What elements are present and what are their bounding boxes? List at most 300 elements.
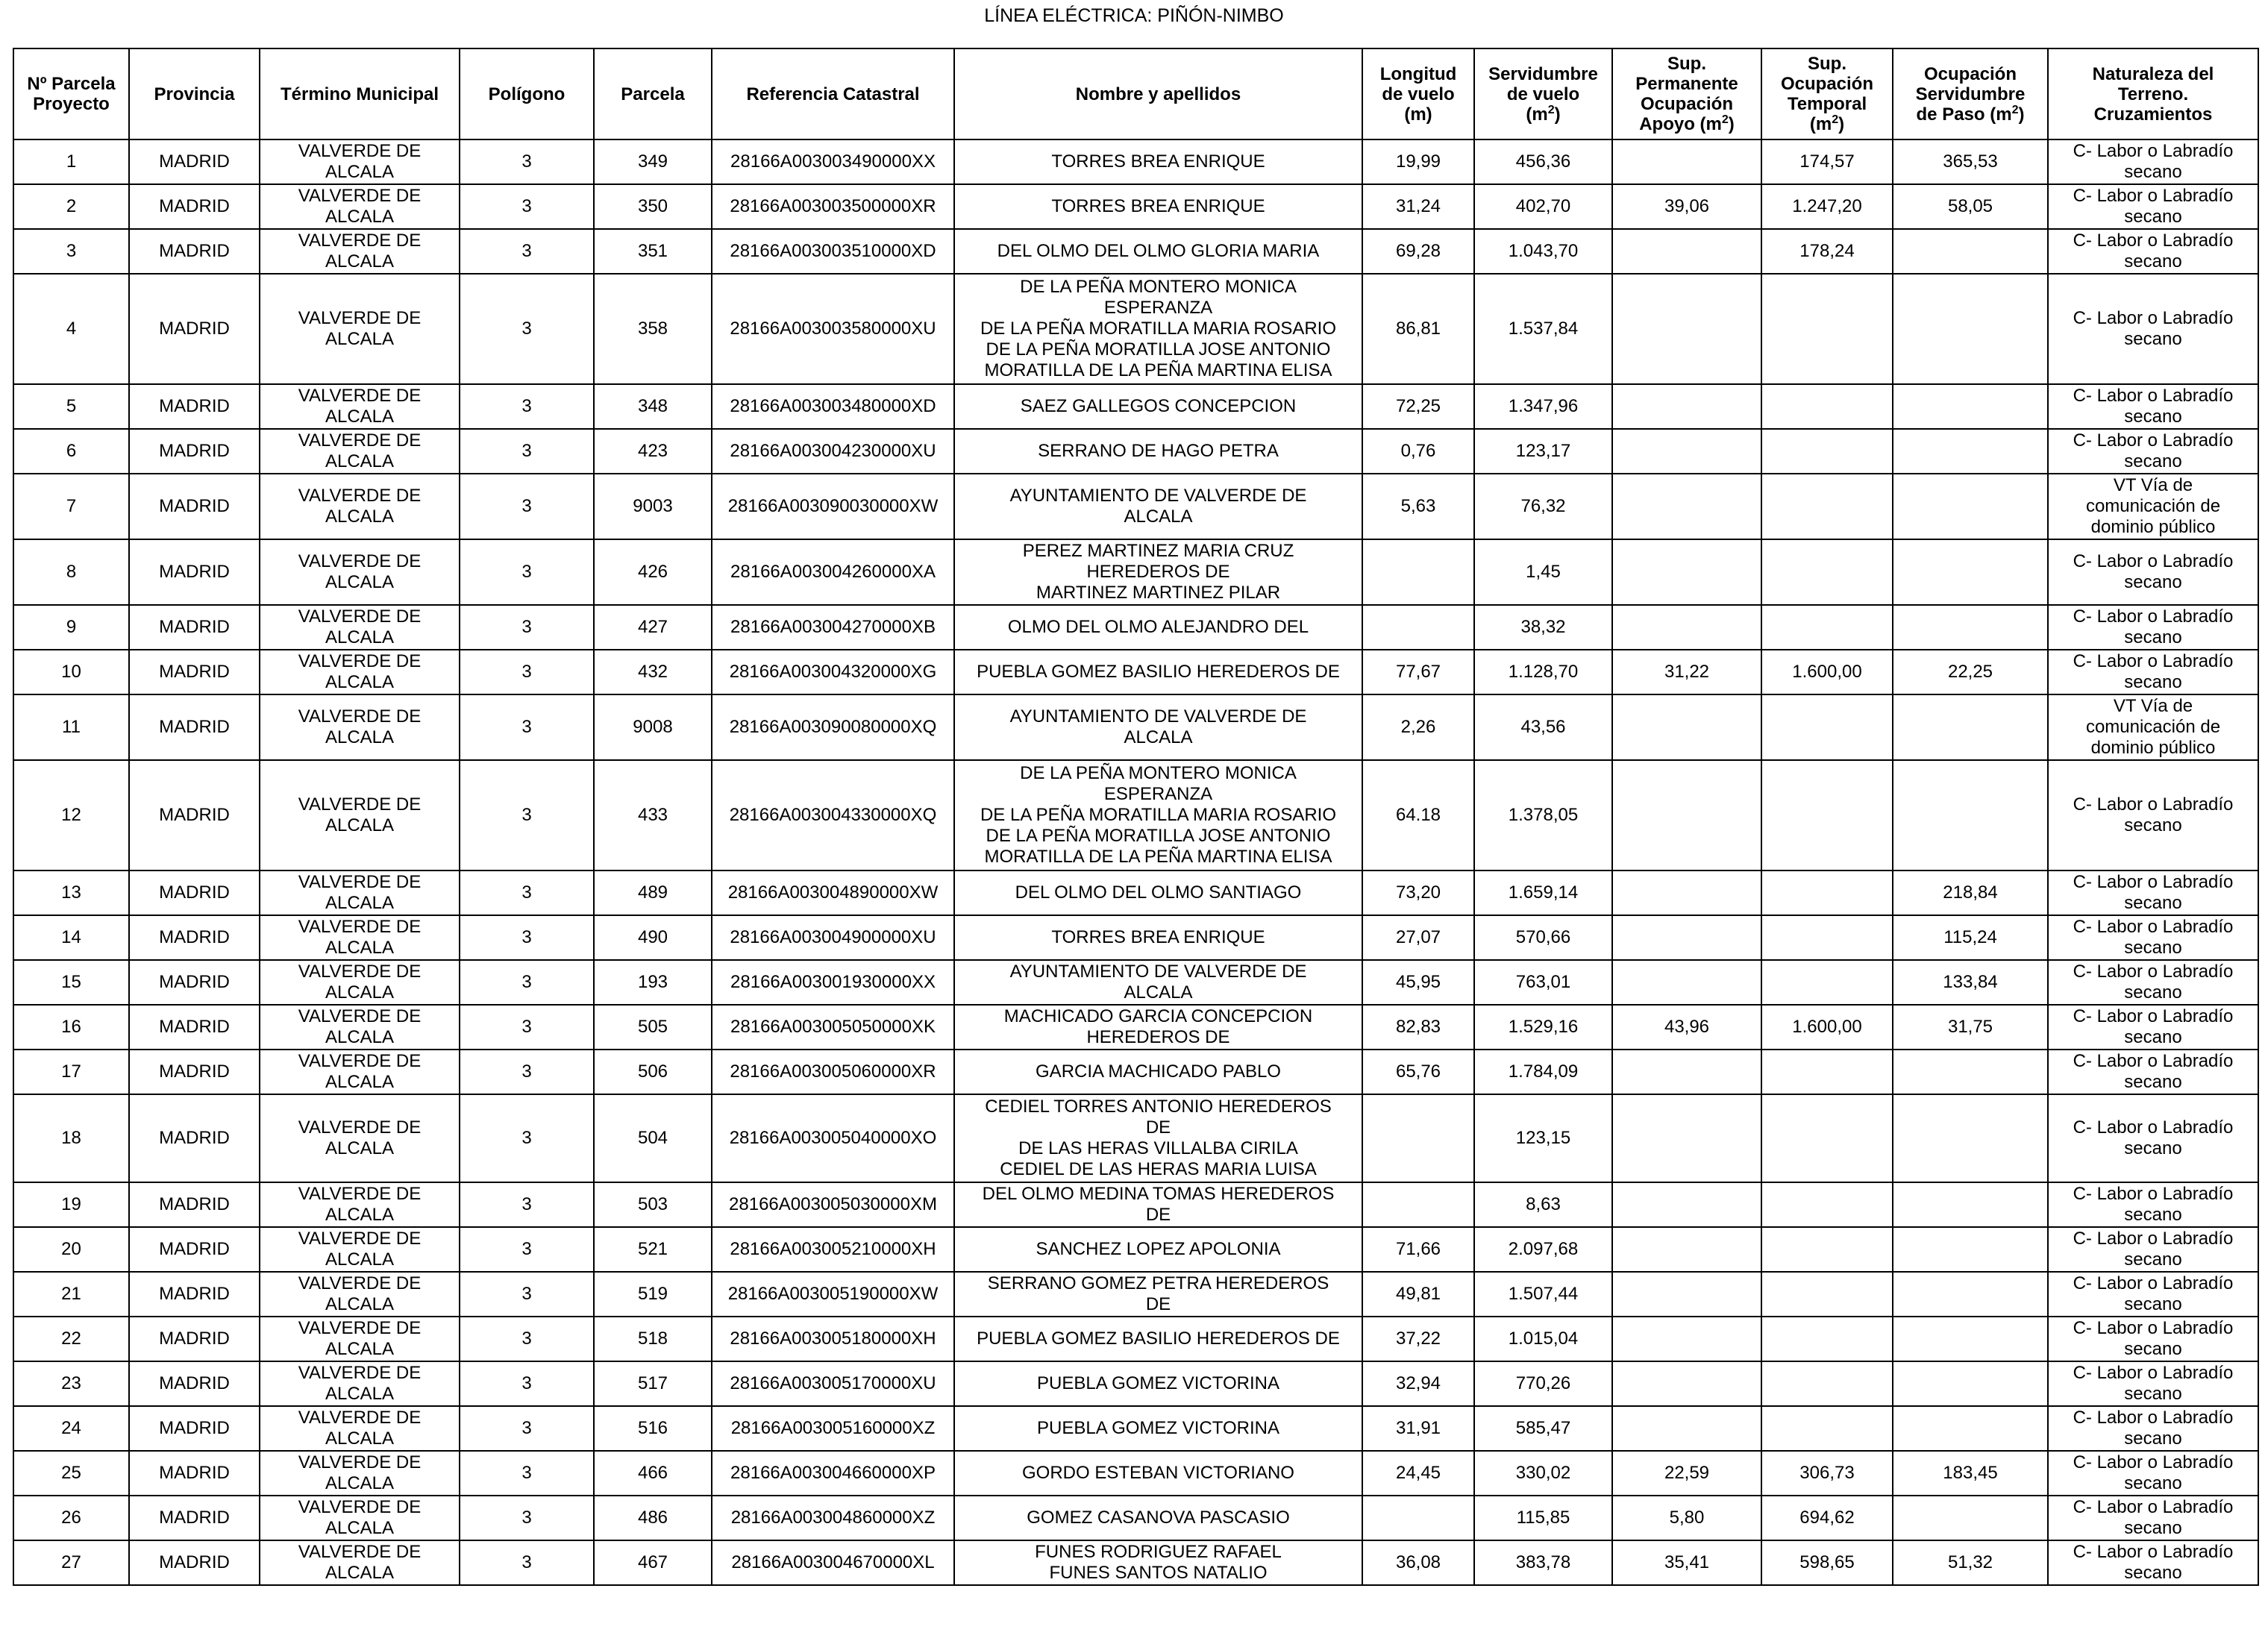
province-cell-text: MADRID — [159, 196, 230, 216]
permanent-support-area-cell — [1612, 1540, 1761, 1585]
flight-length-cell — [1362, 915, 1474, 960]
flight-easement-cell-text: 1.128,70 — [1508, 662, 1579, 682]
parcel-cell-text: 516 — [637, 1418, 668, 1438]
owner-name-cell-text: SANCHEZ LOPEZ APOLONIA — [1036, 1239, 1281, 1259]
right-of-way-cell — [1893, 1050, 2048, 1094]
parcel-cell — [594, 871, 712, 915]
temporary-occupation-cell — [1761, 650, 1893, 694]
owner-name-cell — [954, 429, 1362, 474]
permanent-support-area-cell — [1612, 184, 1761, 229]
land-nature-cell — [2048, 1451, 2258, 1496]
polygon-cell-text: 3 — [521, 1017, 532, 1037]
polygon-cell-text: 3 — [521, 1373, 532, 1393]
permanent-support-area-cell — [1612, 1094, 1761, 1182]
right-of-way-cell-text: 115,24 — [1943, 927, 1997, 947]
municipality-cell — [260, 1094, 460, 1182]
polygon-cell-text: 3 — [521, 717, 532, 737]
cadastral-reference-cell — [712, 384, 954, 429]
cadastral-reference-cell — [712, 1182, 954, 1227]
temporary-occupation-cell-text: 694,62 — [1799, 1508, 1855, 1528]
flight-length-cell-text: 32,94 — [1395, 1373, 1441, 1393]
owner-name-cell-text: SERRANO GOMEZ PETRA HEREDEROS DE — [987, 1273, 1329, 1314]
municipality-cell — [260, 915, 460, 960]
header-label: Nombre y apellidos — [1075, 84, 1241, 104]
parcel-number-cell-text: 5 — [66, 396, 77, 416]
land-nature-cell — [2048, 650, 2258, 694]
flight-easement-cell-text: 770,26 — [1515, 1373, 1571, 1393]
owner-name-cell — [954, 1094, 1362, 1182]
polygon-cell — [460, 1496, 594, 1540]
col-cadastral-reference-header — [712, 48, 954, 139]
flight-easement-cell — [1474, 605, 1612, 650]
header-superscript: 2 — [1547, 103, 1555, 116]
permanent-support-area-cell — [1612, 605, 1761, 650]
province-cell — [129, 384, 260, 429]
province-cell-text: MADRID — [159, 805, 230, 825]
parcel-number-cell-text: 17 — [61, 1061, 81, 1082]
flight-easement-cell-text: 115,85 — [1516, 1508, 1570, 1528]
cadastral-reference-cell — [712, 960, 954, 1005]
permanent-support-area-cell — [1612, 1406, 1761, 1451]
right-of-way-cell — [1893, 650, 2048, 694]
province-cell — [129, 960, 260, 1005]
municipality-cell-text: VALVERDE DE ALCALA — [298, 1452, 422, 1493]
permanent-support-area-cell — [1612, 871, 1761, 915]
permanent-support-area-cell-text: 39,06 — [1664, 196, 1710, 216]
parcel-cell — [594, 474, 712, 539]
table-row — [13, 229, 2258, 274]
flight-length-cell-text: 31,91 — [1395, 1418, 1441, 1438]
permanent-support-area-cell — [1612, 384, 1761, 429]
polygon-cell — [460, 1227, 594, 1272]
parcel-table-container — [13, 48, 2258, 1586]
municipality-cell-text: VALVERDE DE ALCALA — [298, 651, 422, 692]
temporary-occupation-cell — [1761, 1361, 1893, 1406]
province-cell — [129, 1317, 260, 1361]
right-of-way-cell — [1893, 1451, 2048, 1496]
flight-length-cell — [1362, 474, 1474, 539]
municipality-cell-text: VALVERDE DE ALCALA — [298, 1542, 422, 1583]
land-nature-cell — [2048, 384, 2258, 429]
municipality-cell — [260, 650, 460, 694]
parcel-number-cell-text: 13 — [61, 882, 81, 903]
province-cell-text: MADRID — [159, 1373, 230, 1393]
temporary-occupation-cell — [1761, 1451, 1893, 1496]
table-row — [13, 915, 2258, 960]
owner-name-cell-text: GORDO ESTEBAN VICTORIANO — [1022, 1463, 1294, 1483]
permanent-support-area-cell — [1612, 539, 1761, 605]
land-nature-cell — [2048, 184, 2258, 229]
owner-name-cell — [954, 760, 1362, 871]
parcel-cell-text: 423 — [637, 441, 668, 461]
cadastral-reference-cell-text: 28166A003003580000XU — [730, 319, 936, 339]
parcel-number-cell — [13, 1005, 129, 1050]
province-cell — [129, 184, 260, 229]
flight-easement-cell — [1474, 915, 1612, 960]
right-of-way-cell — [1893, 1094, 2048, 1182]
flight-easement-cell — [1474, 139, 1612, 184]
parcel-number-cell — [13, 384, 129, 429]
col-municipality-header — [260, 48, 460, 139]
municipality-cell — [260, 1406, 460, 1451]
owner-name-cell — [954, 474, 1362, 539]
parcel-number-cell-text: 20 — [61, 1239, 81, 1259]
province-cell-text: MADRID — [159, 1194, 230, 1214]
municipality-cell-text: VALVERDE DE ALCALA — [298, 230, 422, 272]
flight-length-cell — [1362, 1005, 1474, 1050]
polygon-cell-text: 3 — [521, 1128, 532, 1148]
polygon-cell — [460, 915, 594, 960]
temporary-occupation-cell — [1761, 539, 1893, 605]
right-of-way-cell — [1893, 1361, 2048, 1406]
temporary-occupation-cell — [1761, 474, 1893, 539]
parcel-cell-text: 486 — [637, 1508, 668, 1528]
header-label: Longitud de vuelo (m) — [1379, 63, 1457, 125]
right-of-way-cell — [1893, 760, 2048, 871]
temporary-occupation-cell — [1761, 1182, 1893, 1227]
owner-name-cell — [954, 1540, 1362, 1585]
right-of-way-cell-text: 31,75 — [1947, 1017, 1993, 1037]
land-nature-cell-text: C- Labor o Labradío secano — [2073, 1051, 2234, 1092]
parcel-number-cell — [13, 1182, 129, 1227]
parcel-number-cell-text: 6 — [66, 441, 77, 461]
province-cell-text: MADRID — [159, 396, 230, 416]
owner-name-cell — [954, 960, 1362, 1005]
flight-length-cell-text: 49,81 — [1395, 1284, 1441, 1304]
land-nature-cell-text: C- Labor o Labradío secano — [2073, 1318, 2234, 1359]
flight-length-cell-text: 69,28 — [1395, 241, 1441, 261]
land-nature-cell-text: C- Labor o Labradío secano — [2073, 430, 2234, 471]
flight-length-cell-text: 37,22 — [1395, 1329, 1441, 1349]
right-of-way-cell — [1893, 139, 2048, 184]
cadastral-reference-cell — [712, 539, 954, 605]
flight-length-cell-text: 64.18 — [1395, 805, 1441, 825]
temporary-occupation-cell — [1761, 384, 1893, 429]
polygon-cell — [460, 1406, 594, 1451]
col-flight-length-header — [1362, 48, 1474, 139]
parcel-cell-text: 467 — [637, 1552, 668, 1572]
municipality-cell — [260, 139, 460, 184]
right-of-way-cell — [1893, 960, 2048, 1005]
parcel-cell — [594, 539, 712, 605]
land-nature-cell-text: VT Vía de comunicación de dominio público — [2085, 475, 2221, 537]
flight-easement-cell-text: 1.659,14 — [1508, 882, 1579, 903]
land-nature-cell-text: C- Labor o Labradío secano — [2073, 1452, 2234, 1493]
right-of-way-cell — [1893, 1182, 2048, 1227]
land-nature-cell — [2048, 274, 2258, 384]
parcel-cell-text: 9003 — [633, 496, 673, 516]
permanent-support-area-cell — [1612, 1496, 1761, 1540]
cadastral-reference-cell — [712, 871, 954, 915]
flight-length-cell-text: 45,95 — [1395, 972, 1441, 992]
polygon-cell — [460, 184, 594, 229]
header-superscript: 2 — [1721, 113, 1729, 126]
municipality-cell — [260, 1451, 460, 1496]
col-parcel-header — [594, 48, 712, 139]
parcel-cell — [594, 1182, 712, 1227]
polygon-cell-text: 3 — [521, 972, 532, 992]
right-of-way-cell — [1893, 184, 2048, 229]
right-of-way-cell-text: 365,53 — [1943, 151, 1998, 172]
permanent-support-area-cell — [1612, 1361, 1761, 1406]
flight-easement-cell-text: 38,32 — [1520, 617, 1566, 637]
temporary-occupation-cell — [1761, 274, 1893, 384]
owner-name-cell-text: TORRES BREA ENRIQUE — [1051, 151, 1265, 172]
polygon-cell-text: 3 — [521, 1284, 532, 1304]
land-nature-cell — [2048, 474, 2258, 539]
table-row — [13, 1361, 2258, 1406]
parcel-number-cell — [13, 915, 129, 960]
header-superscript: 2 — [2011, 103, 2019, 116]
cadastral-reference-cell-text: 28166A003003510000XD — [730, 241, 936, 261]
cadastral-reference-cell-text: 28166A003005050000XK — [730, 1017, 936, 1037]
parcel-number-cell — [13, 1317, 129, 1361]
flight-easement-cell — [1474, 1094, 1612, 1182]
permanent-support-area-cell — [1612, 650, 1761, 694]
parcel-number-cell-text: 22 — [61, 1329, 81, 1349]
flight-length-cell — [1362, 1406, 1474, 1451]
flight-length-cell-text: 24,45 — [1395, 1463, 1441, 1483]
parcel-number-cell-text: 16 — [61, 1017, 81, 1037]
polygon-cell — [460, 1451, 594, 1496]
municipality-cell — [260, 760, 460, 871]
flight-easement-cell — [1474, 1361, 1612, 1406]
parcel-cell-text: 503 — [637, 1194, 668, 1214]
municipality-cell-text: VALVERDE DE ALCALA — [298, 917, 422, 958]
flight-length-cell — [1362, 229, 1474, 274]
flight-length-cell — [1362, 1272, 1474, 1317]
polygon-cell-text: 3 — [521, 1552, 532, 1572]
parcel-cell-text: 348 — [637, 396, 668, 416]
header-label: Referencia Catastral — [746, 84, 920, 104]
land-nature-cell-text: C- Labor o Labradío secano — [2073, 962, 2234, 1003]
flight-easement-cell-text: 1.529,16 — [1508, 1017, 1579, 1037]
cadastral-reference-cell — [712, 1094, 954, 1182]
parcel-cell — [594, 229, 712, 274]
cadastral-reference-cell — [712, 429, 954, 474]
municipality-cell — [260, 429, 460, 474]
municipality-cell-text: VALVERDE DE ALCALA — [298, 486, 422, 527]
parcel-cell — [594, 1540, 712, 1585]
cadastral-reference-cell — [712, 1540, 954, 1585]
owner-name-cell — [954, 1050, 1362, 1094]
temporary-occupation-cell — [1761, 871, 1893, 915]
parcel-cell-text: 504 — [637, 1128, 668, 1148]
flight-easement-cell — [1474, 474, 1612, 539]
parcel-number-cell — [13, 650, 129, 694]
flight-easement-cell — [1474, 760, 1612, 871]
table-row — [13, 760, 2258, 871]
flight-easement-cell — [1474, 960, 1612, 1005]
owner-name-cell-text: PUEBLA GOMEZ VICTORINA — [1037, 1373, 1279, 1393]
flight-length-cell — [1362, 871, 1474, 915]
land-nature-cell — [2048, 1540, 2258, 1585]
right-of-way-cell-text: 133,84 — [1943, 972, 1998, 992]
cadastral-reference-cell-text: 28166A003090080000XQ — [729, 717, 937, 737]
parcel-number-cell-text: 2 — [66, 196, 77, 216]
permanent-support-area-cell — [1612, 1317, 1761, 1361]
polygon-cell-text: 3 — [521, 1239, 532, 1259]
municipality-cell-text: VALVERDE DE ALCALA — [298, 1117, 422, 1158]
cadastral-reference-cell — [712, 1406, 954, 1451]
table-row — [13, 1317, 2258, 1361]
parcel-number-cell-text: 7 — [66, 496, 77, 516]
land-nature-cell-text: C- Labor o Labradío secano — [2073, 386, 2234, 427]
municipality-cell — [260, 1272, 460, 1317]
municipality-cell — [260, 605, 460, 650]
parcel-cell — [594, 1496, 712, 1540]
parcel-cell — [594, 694, 712, 760]
cadastral-reference-cell-text: 28166A003004230000XU — [730, 441, 936, 461]
province-cell — [129, 1361, 260, 1406]
land-nature-cell — [2048, 1317, 2258, 1361]
province-cell-text: MADRID — [159, 1463, 230, 1483]
parcel-cell — [594, 605, 712, 650]
polygon-cell — [460, 1005, 594, 1050]
owner-name-cell-text: MACHICADO GARCIA CONCEPCION HEREDEROS DE — [1003, 1006, 1313, 1047]
permanent-support-area-cell — [1612, 694, 1761, 760]
permanent-support-area-cell — [1612, 760, 1761, 871]
col-permanent-support-area-header — [1612, 48, 1761, 139]
cadastral-reference-cell-text: 28166A003004330000XQ — [729, 805, 937, 825]
municipality-cell — [260, 274, 460, 384]
parcel-number-cell — [13, 1094, 129, 1182]
land-nature-cell — [2048, 1361, 2258, 1406]
owner-name-cell-text: SAEZ GALLEGOS CONCEPCION — [1020, 396, 1297, 416]
flight-length-cell-text: 71,66 — [1395, 1239, 1441, 1259]
parcel-cell-text: 349 — [637, 151, 668, 172]
province-cell — [129, 871, 260, 915]
owner-name-cell-text: DEL OLMO MEDINA TOMAS HEREDEROS DE — [982, 1184, 1335, 1225]
temporary-occupation-cell — [1761, 429, 1893, 474]
flight-easement-cell — [1474, 1050, 1612, 1094]
header-label: Sup. Permanente Ocupación Apoyo $(m^2)$ — [1635, 54, 1738, 134]
parcel-number-cell — [13, 760, 129, 871]
col-owner-name-header — [954, 48, 1362, 139]
flight-length-cell — [1362, 384, 1474, 429]
land-nature-cell-text: C- Labor o Labradío secano — [2073, 872, 2234, 913]
municipality-cell — [260, 1050, 460, 1094]
polygon-cell — [460, 274, 594, 384]
temporary-occupation-cell — [1761, 184, 1893, 229]
flight-easement-cell-text: 330,02 — [1515, 1463, 1571, 1483]
polygon-cell-text: 3 — [521, 1061, 532, 1082]
cadastral-reference-cell — [712, 605, 954, 650]
parcel-number-cell-text: 11 — [62, 717, 81, 737]
parcel-cell-text: 506 — [637, 1061, 668, 1082]
cadastral-reference-cell — [712, 139, 954, 184]
owner-name-cell — [954, 274, 1362, 384]
province-cell-text: MADRID — [159, 1329, 230, 1349]
parcel-number-cell-text: 15 — [61, 972, 81, 992]
municipality-cell — [260, 960, 460, 1005]
temporary-occupation-cell — [1761, 1050, 1893, 1094]
page-title: LÍNEA ELÉCTRICA: PIÑÓN-NIMBO — [984, 5, 1284, 26]
temporary-occupation-cell-text: 174,57 — [1799, 151, 1855, 172]
parcel-cell-text: 490 — [637, 927, 668, 947]
header-label: Naturaleza del Terreno. Cruzamientos — [2092, 63, 2214, 125]
land-nature-cell — [2048, 915, 2258, 960]
polygon-cell-text: 3 — [521, 662, 532, 682]
land-nature-cell-text: C- Labor o Labradío secano — [2073, 1117, 2234, 1158]
flight-length-cell-text: 82,83 — [1395, 1017, 1441, 1037]
owner-name-cell — [954, 1227, 1362, 1272]
flight-easement-cell-text: 2.097,68 — [1508, 1239, 1579, 1259]
municipality-cell-text: VALVERDE DE ALCALA — [298, 1229, 422, 1270]
table-row — [13, 1050, 2258, 1094]
table-row — [13, 1094, 2258, 1182]
cadastral-reference-cell-text: 28166A003005190000XW — [727, 1284, 939, 1304]
owner-name-cell — [954, 871, 1362, 915]
municipality-cell — [260, 384, 460, 429]
flight-easement-cell-text: 383,78 — [1515, 1552, 1571, 1572]
municipality-cell-text: VALVERDE DE ALCALA — [298, 430, 422, 471]
polygon-cell — [460, 139, 594, 184]
owner-name-cell — [954, 539, 1362, 605]
parcel-number-cell — [13, 1540, 129, 1585]
parcel-cell-text: 466 — [637, 1463, 668, 1483]
owner-name-cell — [954, 1317, 1362, 1361]
flight-length-cell-text: 5,63 — [1400, 496, 1436, 516]
permanent-support-area-cell — [1612, 1182, 1761, 1227]
province-cell-text: MADRID — [159, 1284, 230, 1304]
land-nature-cell — [2048, 139, 2258, 184]
flight-easement-cell-text: 123,17 — [1515, 441, 1571, 461]
right-of-way-cell — [1893, 429, 2048, 474]
permanent-support-area-cell — [1612, 1451, 1761, 1496]
owner-name-cell — [954, 1451, 1362, 1496]
cadastral-reference-cell — [712, 1317, 954, 1361]
flight-easement-cell — [1474, 1540, 1612, 1585]
polygon-cell-text: 3 — [521, 1463, 532, 1483]
table-row — [13, 1005, 2258, 1050]
right-of-way-cell — [1893, 229, 2048, 274]
land-nature-cell — [2048, 960, 2258, 1005]
permanent-support-area-cell — [1612, 474, 1761, 539]
land-nature-cell-text: C- Labor o Labradío secano — [2073, 1006, 2234, 1047]
temporary-occupation-cell — [1761, 915, 1893, 960]
province-cell — [129, 1182, 260, 1227]
parcel-cell-text: 350 — [637, 196, 668, 216]
land-nature-cell — [2048, 1227, 2258, 1272]
flight-length-cell — [1362, 1361, 1474, 1406]
table-row — [13, 139, 2258, 184]
cadastral-reference-cell-text: 28166A003005060000XR — [730, 1061, 936, 1082]
owner-name-cell — [954, 694, 1362, 760]
cadastral-reference-cell — [712, 1050, 954, 1094]
cadastral-reference-cell — [712, 1451, 954, 1496]
header-label: Nº Parcela Proyecto — [27, 74, 116, 114]
municipality-cell — [260, 1182, 460, 1227]
temporary-occupation-cell — [1761, 229, 1893, 274]
permanent-support-area-cell — [1612, 915, 1761, 960]
parcel-cell — [594, 384, 712, 429]
flight-length-cell — [1362, 1317, 1474, 1361]
province-cell — [129, 760, 260, 871]
parcel-number-cell-text: 27 — [61, 1552, 81, 1572]
flight-easement-cell — [1474, 1272, 1612, 1317]
parcel-cell-text: 193 — [637, 972, 668, 992]
owner-name-cell — [954, 1406, 1362, 1451]
polygon-cell — [460, 1361, 594, 1406]
parcel-cell — [594, 1005, 712, 1050]
flight-length-cell-text: 19,99 — [1395, 151, 1441, 172]
land-nature-cell-text: C- Labor o Labradío secano — [2073, 1542, 2234, 1583]
province-cell-text: MADRID — [159, 717, 230, 737]
parcel-table — [13, 48, 2259, 1586]
col-flight-easement-header — [1474, 48, 1612, 139]
owner-name-cell-text: CEDIEL TORRES ANTONIO HEREDEROS DE DE LAS HERAS VILLALBA CIRILA CEDIEL DE LAS HERAS MARIA LUISA — [985, 1097, 1332, 1179]
